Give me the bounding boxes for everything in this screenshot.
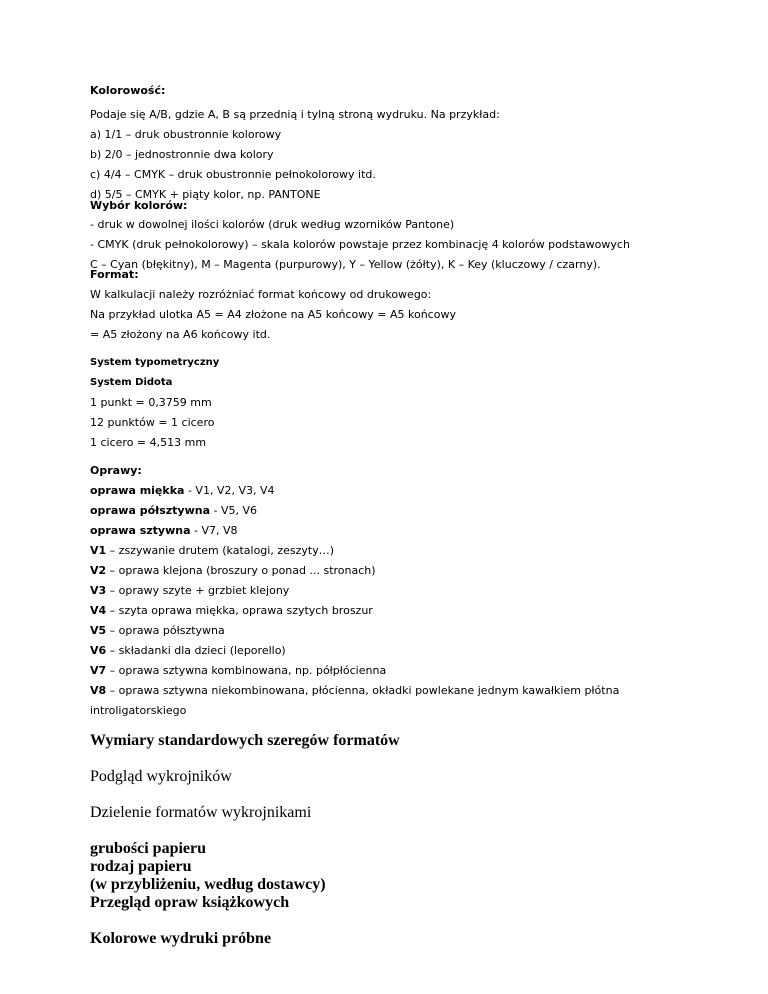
oprawa-code-desc: – składanki dla dzieci (leporello) xyxy=(106,644,286,657)
format-line: W kalkulacji należy rozróżniać format końcowy od drukowego: xyxy=(90,288,432,301)
oprawa-code xyxy=(90,664,386,678)
link-podglad[interactable]: Podgląd wykrojników xyxy=(90,768,232,785)
oprawa-code xyxy=(90,684,619,698)
kolorowosc-item: b) 2/0 – jednostronnie dwa kolory xyxy=(90,148,274,161)
oprawa-code-id: V3 xyxy=(90,584,107,597)
wybor-line: - druk w dowolnej ilości kolorów (druk według wzorników Pantone) xyxy=(90,218,455,231)
oprawa-code-desc: – oprawa sztywna niekombinowana, płócienna, okładki powlekane jednym kawałkiem płótna xyxy=(106,684,620,697)
oprawa-code xyxy=(90,644,286,658)
oprawa-code-desc: – zszywanie drutem (katalogi, zeszyty…) xyxy=(106,544,335,557)
link-wymiary[interactable]: Wymiary standardowych szeregów formatów xyxy=(90,732,400,749)
oprawa-code-id: V5 xyxy=(90,624,107,637)
oprawa-code-id: V4 xyxy=(90,604,107,617)
format-line: = A5 złożony na A6 końcowy itd. xyxy=(90,328,271,341)
oprawa-code-id: V8 xyxy=(90,684,107,697)
oprawa-code-desc: – oprawa klejona (broszury o ponad ... stronach) xyxy=(106,564,376,577)
oprawa-code-desc: – szyta oprawa miękka, oprawa szytych broszur xyxy=(106,604,373,617)
typometria-line: 12 punktów = 1 cicero xyxy=(90,416,215,429)
oprawa-code-id: V1 xyxy=(90,544,107,557)
typometria-line: 1 punkt = 0,3759 mm xyxy=(90,396,212,409)
kolorowosc-intro: Podaje się A/B, gdzie A, B są przednią i tylną stroną wydruku. Na przykład: xyxy=(90,108,500,121)
kolorowosc-item: c) 4/4 – CMYK – druk obustronnie pełnokolorowy itd. xyxy=(90,168,376,181)
oprawa-type xyxy=(90,524,238,538)
typometria-line: 1 cicero = 4,513 mm xyxy=(90,436,207,449)
format-line: Na przykład ulotka A5 = A4 złożone na A5 końcowy = A5 końcowy xyxy=(90,308,456,321)
oprawa-code xyxy=(90,624,225,638)
kolorowosc-item: d) 5/5 – CMYK + piąty kolor, np. PANTONE xyxy=(90,188,321,201)
oprawa-code-id: V2 xyxy=(90,564,107,577)
link-grubosci[interactable]: grubości papieru xyxy=(90,840,207,857)
oprawa-type-term: oprawa miękka xyxy=(90,484,185,497)
wybor-heading: Wybór kolorów: xyxy=(90,199,188,212)
oprawa-code-id: V6 xyxy=(90,644,107,657)
wybor-line: - CMYK (druk pełnokolorowy) – skala kolorów powstaje przez kombinację 4 kolorów podstawowych xyxy=(90,238,630,251)
oprawa-type xyxy=(90,484,275,498)
oprawa-type-desc: - V7, V8 xyxy=(190,524,238,537)
oprawa-type xyxy=(90,504,257,518)
oprawa-code-desc: – oprawa sztywna kombinowana, np. półpłócienna xyxy=(106,664,387,677)
oprawa-code xyxy=(90,584,289,598)
oprawa-type-term: oprawa półsztywna xyxy=(90,504,211,517)
link-dzielenie[interactable]: Dzielenie formatów wykrojnikami xyxy=(90,804,312,821)
oprawa-type-term: oprawa sztywna xyxy=(90,524,191,537)
link-przyblizenie[interactable]: (w przybliżeniu, według dostawcy) xyxy=(90,876,326,893)
format-heading: Format: xyxy=(90,268,139,281)
oprawa-continuation: introligatorskiego xyxy=(90,704,187,717)
typometria-subheading: System Didota xyxy=(90,377,173,388)
kolorowosc-item: a) 1/1 – druk obustronnie kolorowy xyxy=(90,128,282,141)
kolorowosc-heading: Kolorowość: xyxy=(90,84,166,97)
oprawa-code-id: V7 xyxy=(90,664,107,677)
oprawa-code-desc: – oprawa półsztywna xyxy=(106,624,225,637)
oprawa-code-desc: – oprawy szyte + grzbiet klejony xyxy=(106,584,290,597)
oprawa-code xyxy=(90,564,376,578)
link-rodzaj[interactable]: rodzaj papieru xyxy=(90,858,192,875)
oprawa-code xyxy=(90,604,373,618)
wybor-line: C – Cyan (błękitny), M – Magenta (purpurowy), Y – Yellow (żółty), K – Key (kluczowy / czarny). xyxy=(90,258,601,271)
link-przeglad[interactable]: Przegląd opraw książkowych xyxy=(90,894,290,911)
oprawy-heading: Oprawy: xyxy=(90,464,142,477)
link-kolorowe[interactable]: Kolorowe wydruki próbne xyxy=(90,930,272,947)
oprawa-code xyxy=(90,544,334,558)
oprawa-type-desc: - V5, V6 xyxy=(210,504,258,517)
typometria-heading: System typometryczny xyxy=(90,357,220,368)
oprawa-type-desc: - V1, V2, V3, V4 xyxy=(184,484,275,497)
